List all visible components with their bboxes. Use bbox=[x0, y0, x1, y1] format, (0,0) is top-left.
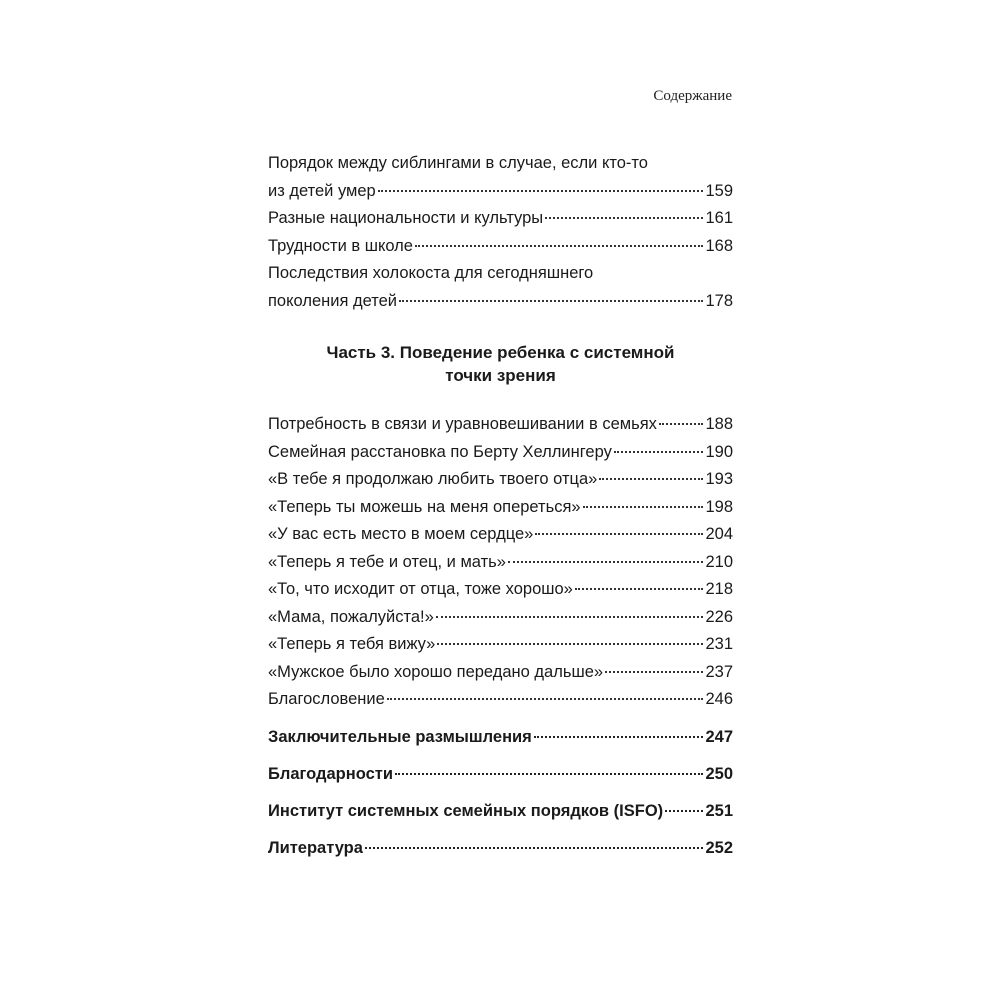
toc-page-number: 190 bbox=[705, 442, 733, 461]
toc-page-number: 252 bbox=[705, 838, 733, 857]
toc-page-number: 250 bbox=[705, 764, 733, 783]
toc-entry-title: Разные национальности и культуры bbox=[268, 209, 544, 227]
toc-entry[interactable] bbox=[268, 576, 733, 604]
toc-page-number: 178 bbox=[705, 291, 733, 310]
toc-entry-title: «Теперь я тебя вижу» bbox=[268, 635, 436, 653]
toc-entry[interactable] bbox=[268, 205, 733, 233]
dot-leader bbox=[599, 478, 703, 480]
toc-entry[interactable] bbox=[268, 549, 733, 577]
toc-entry[interactable] bbox=[268, 466, 733, 494]
part-heading bbox=[268, 341, 733, 387]
toc-page-number: 246 bbox=[705, 690, 733, 708]
dot-leader bbox=[535, 533, 703, 535]
dot-leader bbox=[659, 423, 704, 425]
toc-entry[interactable] bbox=[268, 659, 733, 687]
dot-leader bbox=[614, 451, 704, 453]
dot-leader bbox=[415, 245, 703, 247]
toc-page-number: 210 bbox=[705, 552, 733, 571]
toc-entry[interactable] bbox=[268, 686, 733, 714]
dot-leader bbox=[508, 561, 704, 563]
toc-entry[interactable] bbox=[268, 233, 733, 261]
toc-entry-title: из детей умер bbox=[268, 181, 376, 200]
dot-leader bbox=[665, 810, 703, 812]
toc-entry-title: Потребность в связи и уравновешивании в семьях bbox=[268, 415, 657, 433]
dot-leader bbox=[534, 736, 704, 738]
part-heading-line1: Часть 3. Поведение ребенка с системной bbox=[326, 343, 675, 362]
toc-page-number: 198 bbox=[705, 497, 733, 516]
dot-leader bbox=[583, 506, 704, 508]
toc-entry[interactable] bbox=[268, 631, 733, 659]
toc-page-number: 159 bbox=[705, 181, 733, 200]
running-head: Содержание bbox=[653, 88, 732, 104]
toc-entry-title-line1: Последствия холокоста для сегодняшнего bbox=[268, 264, 594, 282]
dot-leader bbox=[545, 217, 703, 219]
toc-entry-bold[interactable] bbox=[268, 798, 733, 825]
toc-page-number: 204 bbox=[705, 525, 733, 543]
toc-entry-title: «Теперь я тебе и отец, и мать» bbox=[268, 552, 506, 571]
dot-leader bbox=[387, 698, 704, 700]
toc-entry[interactable] bbox=[268, 439, 733, 467]
toc-entry-title: поколения детей bbox=[268, 291, 398, 310]
toc-page-number: 188 bbox=[705, 415, 733, 433]
toc-entry-title: Литература bbox=[268, 838, 363, 857]
dot-leader bbox=[605, 671, 703, 673]
toc-entry-title: «То, что исходит от отца, тоже хорошо» bbox=[268, 580, 573, 598]
dot-leader bbox=[365, 847, 704, 849]
dot-leader bbox=[436, 616, 704, 618]
toc-entry[interactable] bbox=[268, 521, 733, 549]
toc-entry-bold[interactable] bbox=[268, 724, 733, 751]
toc-entry[interactable] bbox=[268, 411, 733, 439]
toc-entry-title: Институт системных семейных порядков (ISFO) bbox=[268, 801, 664, 820]
dot-leader bbox=[575, 588, 704, 590]
toc-entry[interactable] bbox=[268, 150, 733, 205]
toc-entry-title: Благословение bbox=[268, 690, 385, 708]
toc-page-number: 247 bbox=[705, 727, 733, 746]
table-of-contents bbox=[268, 150, 733, 862]
toc-page-number: 237 bbox=[705, 662, 733, 681]
toc-entry[interactable] bbox=[268, 604, 733, 632]
toc-page-number: 161 bbox=[705, 209, 733, 227]
part-heading-line2: точки зрения bbox=[445, 366, 556, 385]
toc-entry-title: «В тебе я продолжаю любить твоего отца» bbox=[268, 470, 598, 488]
dot-leader bbox=[437, 643, 703, 645]
toc-entry-title-line1: Порядок между сиблингами в случае, если кто-то bbox=[268, 154, 648, 172]
toc-page-number: 226 bbox=[705, 607, 733, 626]
toc-entry-title: Трудности в школе bbox=[268, 236, 413, 255]
toc-entry-title: «Мама, пожалуйста!» bbox=[268, 607, 434, 626]
toc-page-number: 193 bbox=[705, 470, 733, 488]
dot-leader bbox=[399, 300, 703, 302]
dot-leader bbox=[395, 773, 703, 775]
toc-entry[interactable] bbox=[268, 260, 733, 315]
toc-entry-bold[interactable] bbox=[268, 761, 733, 788]
toc-entry-bold[interactable] bbox=[268, 835, 733, 862]
toc-entry-title: «Мужское было хорошо передано дальше» bbox=[268, 662, 604, 681]
toc-entry-title: «У вас есть место в моем сердце» bbox=[268, 525, 534, 543]
toc-page-number: 251 bbox=[705, 801, 733, 820]
toc-entry-title: Заключительные размышления bbox=[268, 727, 532, 746]
toc-page-number: 168 bbox=[705, 236, 733, 255]
toc-entry[interactable] bbox=[268, 494, 733, 522]
dot-leader bbox=[378, 190, 704, 192]
toc-entry-title: Благодарности bbox=[268, 764, 393, 783]
toc-page-number: 218 bbox=[705, 580, 733, 598]
toc-entry-title: «Теперь ты можешь на меня опереться» bbox=[268, 497, 581, 516]
toc-entry-title: Семейная расстановка по Берту Хеллингеру bbox=[268, 442, 612, 461]
toc-page-number: 231 bbox=[705, 635, 733, 653]
